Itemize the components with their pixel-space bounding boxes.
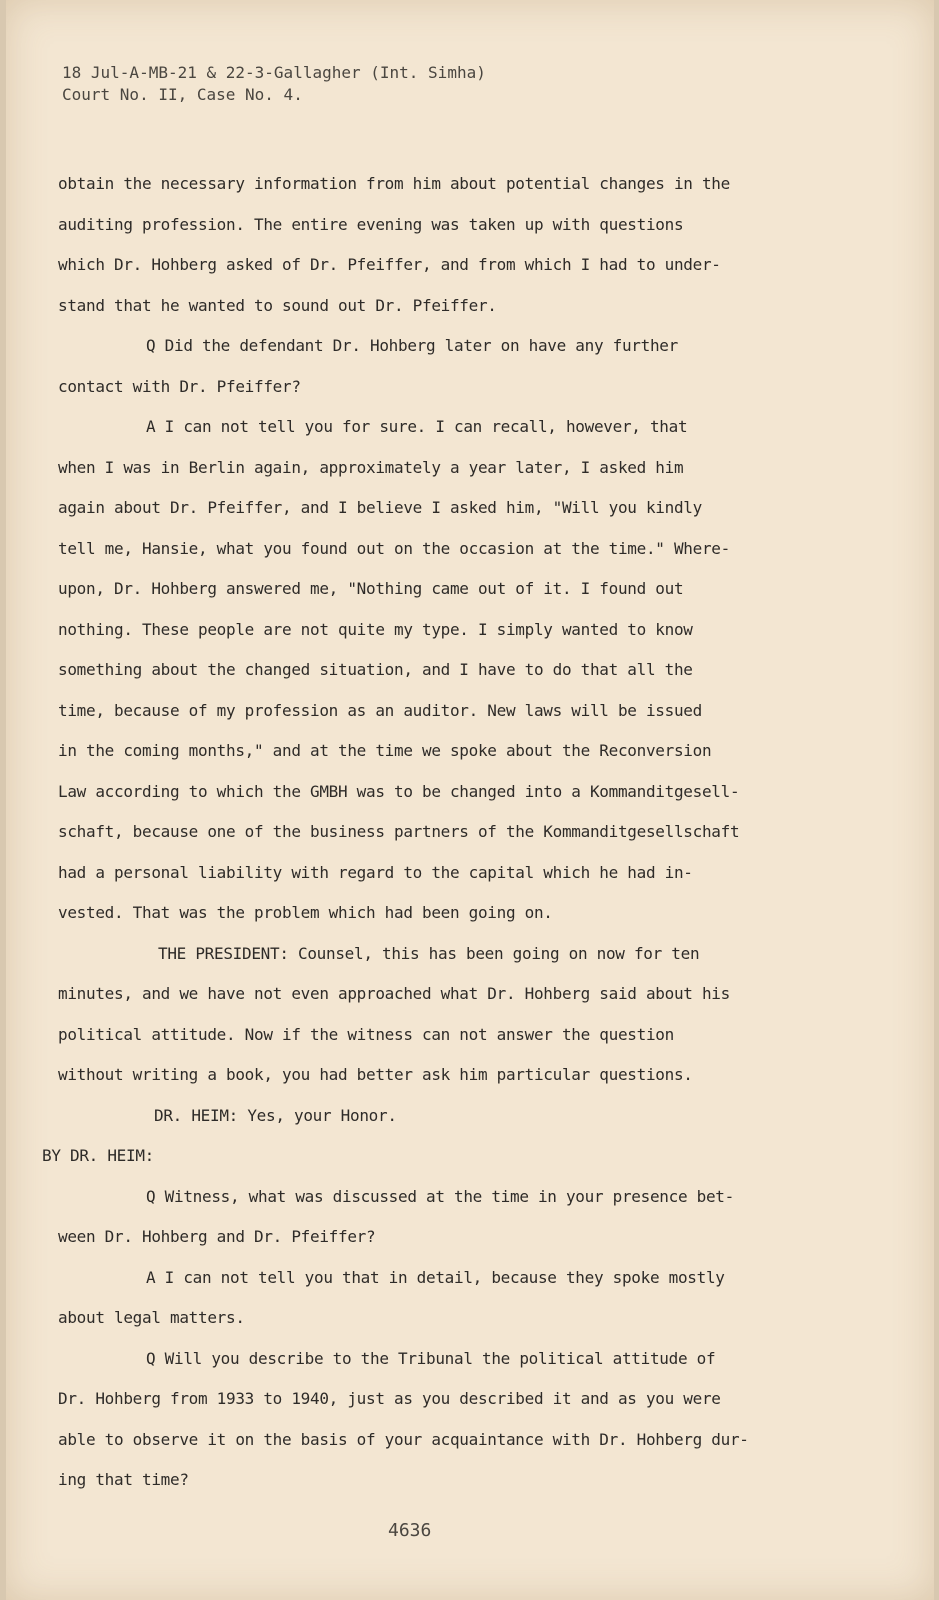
transcript-line: THE PRESIDENT: Counsel, this has been going on now for ten	[158, 943, 700, 963]
transcript-line: which Dr. Hohberg asked of Dr. Pfeiffer, and from which I had to under-	[58, 255, 721, 274]
transcript-line: schaft, because one of the business partners of the Kommanditgesellschaft	[58, 822, 740, 841]
transcript-line: Q Will you describe to the Tribunal the political attitude of	[146, 1348, 716, 1368]
transcript-line: when I was in Berlin again, approximately a year later, I asked him	[58, 457, 684, 477]
header-reference-line: 18 Jul-A-MB-21 & 22-3-Gallagher (Int. Simha)	[62, 63, 486, 82]
transcript-line: in the coming months," and at the time we spoke about the Reconversion	[58, 741, 712, 760]
transcript-line: political attitude. Now if the witness can not answer the question	[58, 1024, 674, 1044]
transcript-line: vested. That was the problem which had been going on.	[58, 903, 553, 922]
transcript-line: without writing a book, you had better ask him particular questions.	[58, 1065, 693, 1084]
transcript-line: again about Dr. Pfeiffer, and I believe I asked him, "Will you kindly	[58, 498, 702, 517]
transcript-line: Dr. Hohberg from 1933 to 1940, just as you described it and as you were	[58, 1389, 721, 1408]
transcript-line: about legal matters.	[58, 1308, 245, 1327]
transcript-line: upon, Dr. Hohberg answered me, "Nothing came out of it. I found out	[58, 579, 684, 598]
transcript-line: something about the changed situation, and I have to do that all the	[58, 660, 693, 679]
transcript-line: ing that time?	[58, 1470, 189, 1489]
header-court-case-line: Court No. II, Case No. 4.	[62, 85, 303, 104]
transcript-line: minutes, and we have not even approached what Dr. Hohberg said about his	[58, 984, 730, 1003]
transcript-line: auditing profession. The entire evening was taken up with questions	[58, 214, 684, 234]
transcript-line: nothing. These people are not quite my type. I simply wanted to know	[58, 619, 693, 639]
transcript-line: Law according to which the GMBH was to be changed into a Kommanditgesell-	[58, 781, 740, 801]
transcript-line: ween Dr. Hohberg and Dr. Pfeiffer?	[58, 1227, 376, 1246]
transcript-line: obtain the necessary information from him about potential changes in the	[58, 174, 730, 193]
transcript-line: contact with Dr. Pfeiffer?	[58, 376, 301, 396]
transcript-line: A I can not tell you for sure. I can recall, however, that	[146, 417, 688, 436]
transcript-page	[6, 0, 934, 1600]
transcript-line: DR. HEIM: Yes, your Honor.	[154, 1105, 397, 1125]
transcript-line: Q Did the defendant Dr. Hohberg later on have any further	[146, 336, 678, 355]
transcript-line: stand that he wanted to sound out Dr. Pfeiffer.	[58, 295, 497, 315]
transcript-line: Q Witness, what was discussed at the time in your presence bet-	[146, 1186, 734, 1206]
transcript-line: time, because of my profession as an auditor. New laws will be issued	[58, 700, 702, 720]
transcript-line: tell me, Hansie, what you found out on the occasion at the time." Where-	[58, 538, 730, 558]
transcript-line: BY DR. HEIM:	[42, 1146, 154, 1165]
transcript-line: able to observe it on the basis of your acquaintance with Dr. Hohberg dur-	[58, 1429, 749, 1449]
transcript-body	[42, 164, 818, 1501]
document-header	[62, 62, 486, 106]
transcript-line: had a personal liability with regard to the capital which he had in-	[58, 862, 693, 882]
transcript-line: A I can not tell you that in detail, because they spoke mostly	[146, 1267, 725, 1287]
page-number: 4636	[388, 1520, 432, 1541]
